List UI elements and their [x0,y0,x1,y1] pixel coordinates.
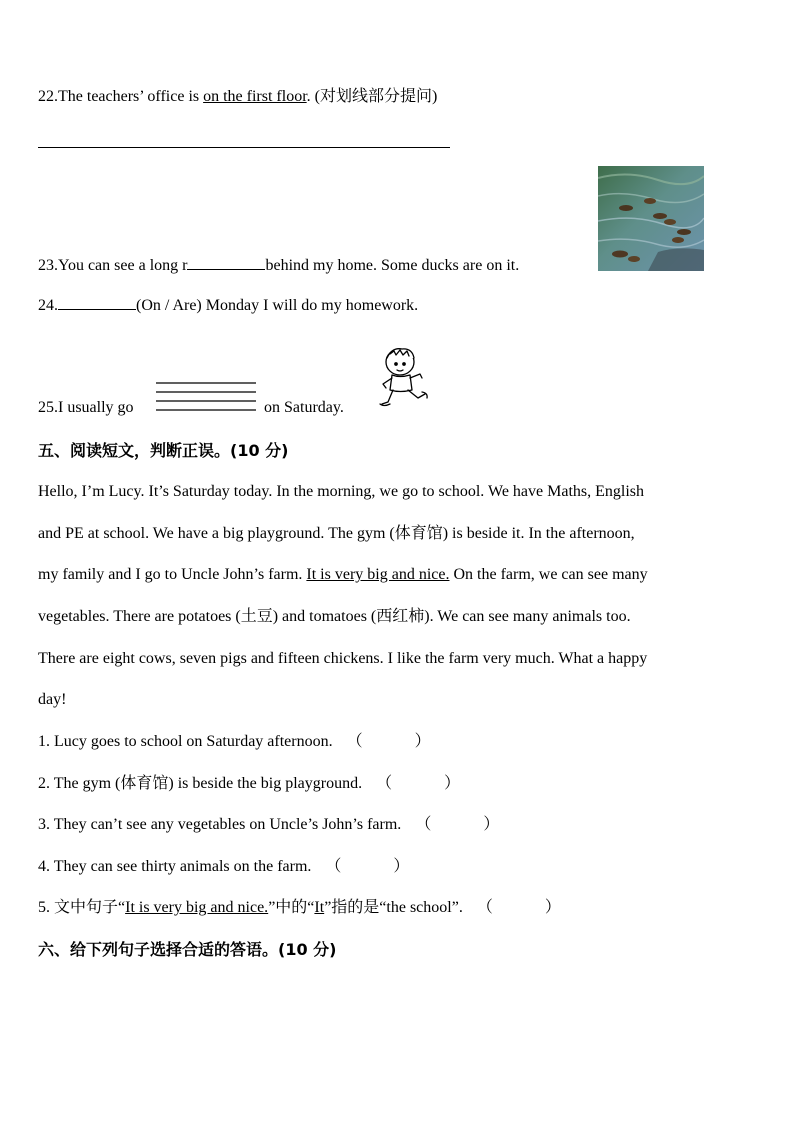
paren-close: ） [393,858,410,875]
four-line-writing-grid[interactable] [156,380,258,414]
paren-open: （ [325,858,342,875]
underlined-phrase: on the first floor [203,88,307,105]
passage-line: vegetables. There are potatoes (土豆) and tomatoes (西红柿). We can see many animals too. [38,608,631,625]
fill-blank[interactable] [58,295,136,310]
section-6-title: 六、给下列句子选择合适的答语。(10 分) [38,940,337,959]
underlined-word: It [314,899,325,916]
passage-line: and PE at school. We have a big playground. The gym (体育馆) is beside it. In the afternoon, [38,525,635,542]
underlined-quote: It is very big and nice. [125,899,269,916]
answer-paren[interactable] [376,774,460,794]
tf-item-text: 5. 文中句子“ [38,899,126,916]
passage-text: On the farm, we can see many [449,566,648,583]
tf-item-text: ”指的是“the school”. [324,899,463,916]
passage-line: day! [38,691,67,708]
question-text: The teachers’ office is [58,88,204,105]
question-number: 23. [38,257,58,274]
question-number: 25. [38,399,58,416]
paren-close: ） [444,775,461,792]
question-text-end: behind my home. Some ducks are on it. [265,257,520,274]
question-24 [38,295,418,316]
question-25-end [264,398,344,418]
paren-open: （ [346,733,363,750]
tf-item-text: 4. They can see thirty animals on the farm. [38,858,312,875]
question-22 [38,87,437,107]
paren-open: （ [376,775,393,792]
question-text: (On / Are) Monday I will do my homework. [136,297,419,314]
tf-item-text: ”中的“ [268,899,315,916]
tf-item-1 [38,732,431,752]
tf-item-5 [38,898,561,918]
question-23 [38,255,519,276]
passage-line: Hello, I’m Lucy. It’s Saturday today. In the morning, we go to school. We have Maths, English [38,483,645,500]
tf-item-text: 2. The gym (体育馆) is beside the big playground. [38,775,363,792]
answer-paren[interactable] [477,898,561,918]
paren-open: （ [476,899,493,916]
tf-item-text: 1. Lucy goes to school on Saturday afternoon. [38,733,333,750]
paren-close: ） [483,816,500,833]
ducks-on-river-photo [598,166,704,271]
question-number: 22. [38,88,58,105]
passage-line [38,565,648,585]
passage-line: There are eight cows, seven pigs and fifteen chickens. I like the farm very much. What a happy [38,650,648,667]
paren-close: ） [544,899,561,916]
tf-item-4 [38,857,409,877]
paren-open: （ [415,816,432,833]
answer-paren[interactable] [325,857,409,877]
answer-paren[interactable] [415,815,499,835]
underlined-sentence: It is very big and nice. [306,566,450,583]
running-boy-cartoon [378,344,438,414]
section-5-title: 五、阅读短文，判断正误。(10 分) [38,441,289,460]
tf-item-text: 3. They can’t see any vegetables on Uncle’s John’s farm. [38,816,402,833]
question-25 [38,398,134,418]
tf-item-3 [38,815,499,835]
question-text: I usually go [58,399,134,416]
answer-paren[interactable] [347,732,431,752]
question-text-end: on Saturday. [264,399,344,416]
question-text: You can see a long r [58,257,188,274]
answer-line[interactable] [38,147,450,148]
passage-text: my family and I go to Uncle John’s farm. [38,566,307,583]
tf-item-2 [38,774,460,794]
paren-close: ） [414,733,431,750]
question-instruction: . (对划线部分提问) [306,88,438,105]
fill-blank[interactable] [187,255,265,270]
question-number: 24. [38,297,58,314]
